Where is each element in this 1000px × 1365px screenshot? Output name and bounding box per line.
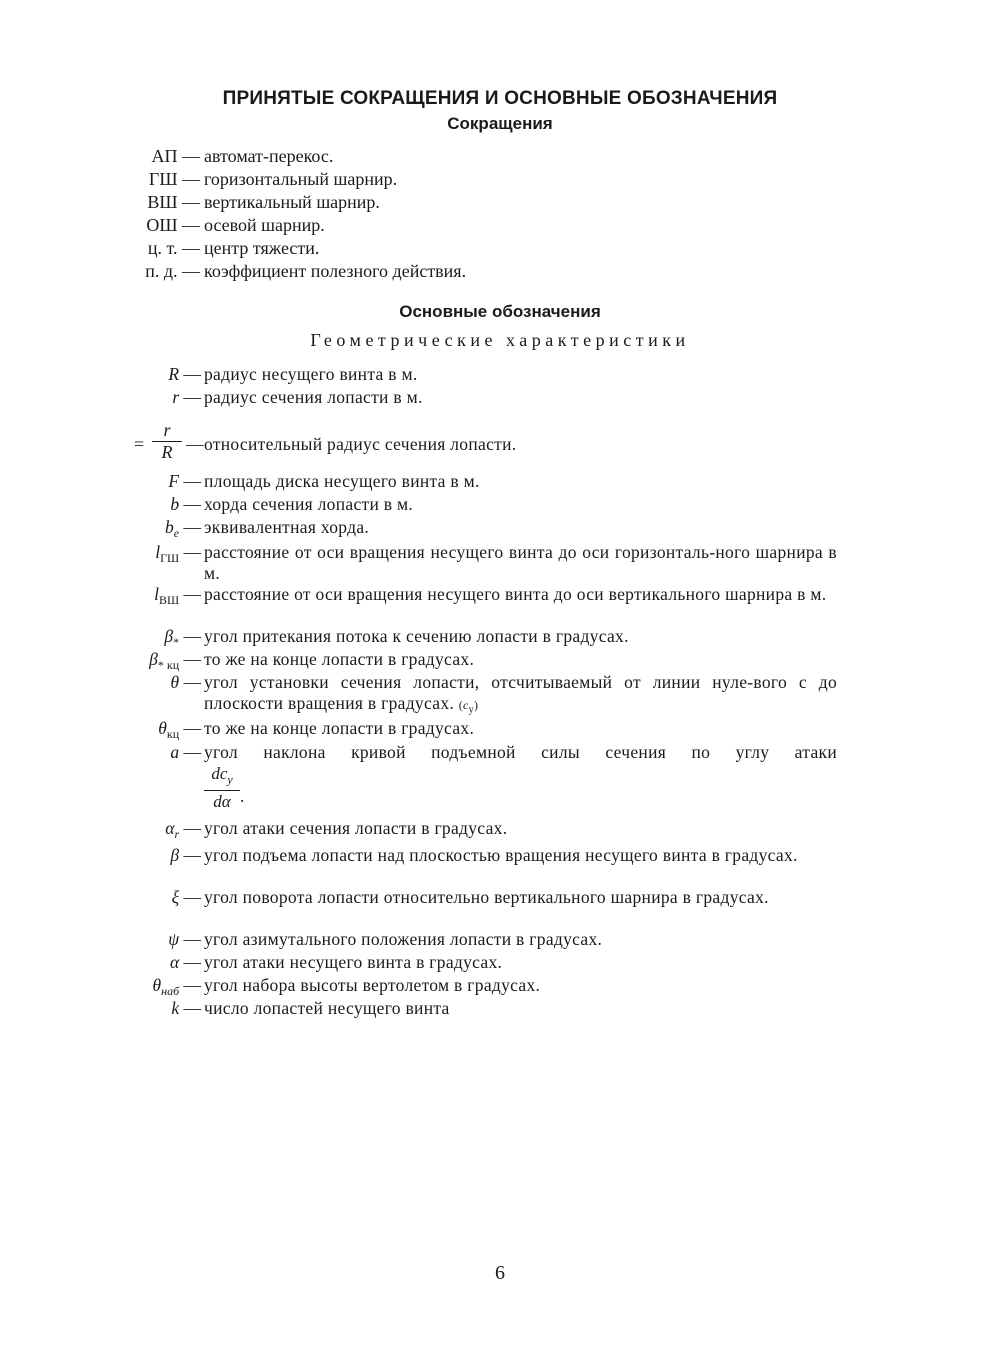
notation-symbol: β —: [170, 845, 201, 865]
notation-desc: радиус несущего винта в м.: [204, 364, 418, 384]
page-number: 6: [495, 1262, 505, 1284]
notation-symbol: $\beta_*$ —: [164, 626, 201, 649]
fraction-numerator: $dc_y$: [211, 764, 233, 787]
fraction-denominator: dα: [213, 792, 231, 812]
notation-symbol: k —: [171, 998, 201, 1018]
period: .: [240, 786, 245, 806]
notation-symbol: $\theta_{наб}$ —: [152, 975, 201, 998]
abbreviation-desc: коэффициент полезного действия.: [204, 261, 467, 281]
notation-desc: хорда сечения лопасти в м.: [204, 494, 414, 514]
relative-radius-fraction: [152, 420, 182, 463]
notation-desc: эквивалентная хорда.: [204, 517, 370, 537]
notation-desc: угол атаки несущего винта в градусах.: [204, 952, 503, 972]
notation-subheading: Геометрические характеристики: [310, 330, 690, 350]
notation-desc: площадь диска несущего винта в м.: [204, 471, 480, 491]
cy-subscript-note: $(c_y)$: [458, 698, 479, 716]
notation-symbol: $l_{ГШ}$ —: [155, 542, 201, 565]
page-title: ПРИНЯТЫЕ СОКРАЩЕНИЯ И ОСНОВНЫЕ ОБОЗНАЧЕНИЯ: [222, 88, 778, 109]
abbreviation-desc: вертикальный шарнир.: [204, 192, 380, 212]
abbreviation-term: АП —: [151, 146, 200, 166]
notation-symbol: $l_{ВШ}$ —: [154, 584, 201, 607]
notation-desc: угол подъема лопасти над плоскостью вращения несущего винта в градусах.: [204, 845, 798, 865]
abbreviation-desc: осевой шарнир.: [204, 215, 325, 235]
notation-symbol: $\theta_{кц}$ —: [158, 718, 201, 741]
notation-desc: радиус сечения лопасти в м.: [204, 387, 423, 407]
abbreviation-desc: горизонтальный шарнир.: [204, 169, 398, 189]
notation-heading: Основные обозначения: [399, 302, 601, 321]
notation-symbol: α —: [169, 952, 201, 972]
notation-symbol: $b_e$ —: [165, 517, 201, 540]
notation-symbol: R —: [168, 364, 201, 384]
notation-dash: —: [186, 434, 204, 454]
notation-symbol: ψ —: [168, 929, 201, 949]
notation-desc: число лопастей несущего винта: [204, 998, 450, 1018]
notation-desc: угол азимутального положения лопасти в градусах.: [204, 929, 603, 949]
abbreviations-heading: Сокращения: [447, 114, 553, 133]
abbreviation-desc: автомат-перекос.: [204, 146, 334, 166]
abbreviation-term: ОШ —: [146, 215, 200, 235]
abbreviation-term: п. д. —: [145, 261, 200, 281]
abbreviation-desc: центр тяжести.: [204, 238, 320, 258]
notation-symbol: F —: [168, 471, 201, 491]
notation-symbol: ξ —: [171, 887, 201, 907]
notation-desc: угол притекания потока к сечению лопасти в градусах.: [204, 626, 629, 646]
lift-slope-fraction: [204, 763, 240, 812]
notation-desc: расстояние от оси вращения несущего винта до оси вертикального шарнира в м.: [204, 584, 827, 604]
notation-symbol: $\beta_{* кц}$ —: [149, 649, 201, 672]
fraction-denominator: R: [161, 442, 173, 462]
notation-desc: угол наклона кривой подъемной силы сечения по углу атаки: [204, 742, 837, 762]
abbreviation-term: ВШ —: [147, 192, 200, 212]
abbreviation-term: ГШ —: [148, 169, 200, 189]
notation-desc: угол установки сечения лопасти, отсчитываемый от линии нуле-вого c до плоскости вращения в градусах. $(c_y)$: [204, 672, 837, 716]
notation-symbol: a —: [170, 742, 201, 762]
notation-desc: угол поворота лопасти относительно вертикального шарнира в градусах.: [204, 887, 769, 907]
notation-symbol: $\alpha_r$ —: [165, 818, 201, 841]
fraction-numerator: r: [163, 420, 171, 440]
notation-desc: то же на конце лопасти в градусах.: [204, 718, 475, 738]
equals-sign: =: [134, 434, 145, 454]
abbreviation-term: ц. т. —: [147, 238, 200, 258]
notation-desc: угол атаки сечения лопасти в градусах.: [204, 818, 508, 838]
notation-symbol: b —: [170, 494, 201, 514]
notation-desc: расстояние от оси вращения несущего винта до оси горизонталь-ного шарнира в м.: [204, 542, 837, 583]
notation-desc: угол набора высоты вертолетом в градусах.: [204, 975, 541, 995]
notation-symbol: θ —: [170, 672, 201, 692]
notation-desc: относительный радиус сечения лопасти.: [204, 434, 517, 454]
notation-desc: то же на конце лопасти в градусах.: [204, 649, 475, 669]
notation-symbol: r —: [172, 387, 201, 407]
